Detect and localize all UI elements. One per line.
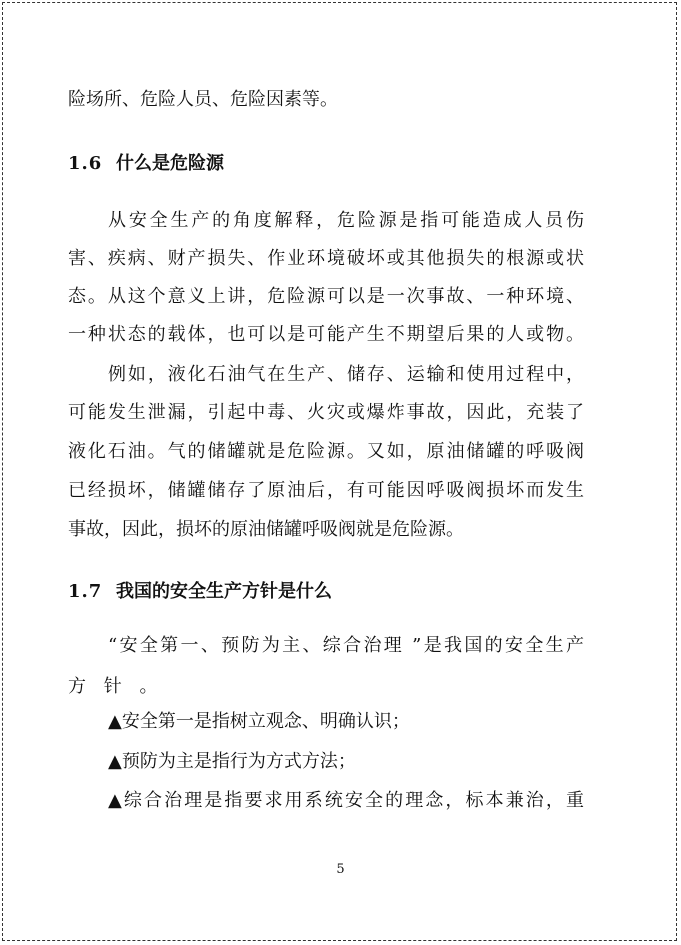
text-line: 害、疾病、财产损失、作业环境破坏或其他损失的根源或状: [68, 248, 584, 269]
section-heading: [68, 580, 332, 604]
section-number: 1.7: [68, 581, 103, 602]
section-title: 我国的安全生产方针是什么: [116, 581, 332, 602]
section-heading: [68, 152, 224, 176]
text-line: 可能发生泄漏，引起中毒、火灾或爆炸事故，因此，充装了: [68, 402, 584, 423]
text-line: 险场所、危险人员、危险因素等。: [68, 89, 338, 110]
section-number: 1.6: [68, 153, 103, 174]
text-line: “安全第一、预防为主、综合治理 ”是我国的安全生产: [108, 635, 584, 656]
bullet-item: ▲预防为主是指行为方式方法；: [108, 751, 356, 772]
text-line: 液化石油。气的储罐就是危险源。又如，原油储罐的呼吸阀: [68, 441, 584, 462]
page-number: 5: [336, 862, 345, 877]
bullet-item: ▲安全第一是指树立观念、明确认识；: [108, 711, 410, 732]
text-line: 例如，液化石油气在生产、储存、运输和使用过程中，: [108, 364, 584, 385]
text-line: 方 针 。: [68, 676, 164, 697]
text-line: 态。从这个意义上讲，危险源可以是一次事故、一种环境、: [68, 286, 584, 307]
section-title: 什么是危险源: [116, 153, 224, 174]
text-line: 从安全生产的角度解释，危险源是指可能造成人员伤: [108, 210, 584, 231]
text-line: 事故，因此，损坏的原油储罐呼吸阀就是危险源。: [68, 519, 464, 540]
bullet-item: ▲综合治理是指要求用系统安全的理念，标本兼治，重: [108, 790, 584, 811]
text-line: 一种状态的载体，也可以是可能产生不期望后果的人或物。: [68, 324, 584, 345]
text-line: 已经损坏，储罐储存了原油后，有可能因呼吸阀损坏而发生: [68, 480, 584, 501]
